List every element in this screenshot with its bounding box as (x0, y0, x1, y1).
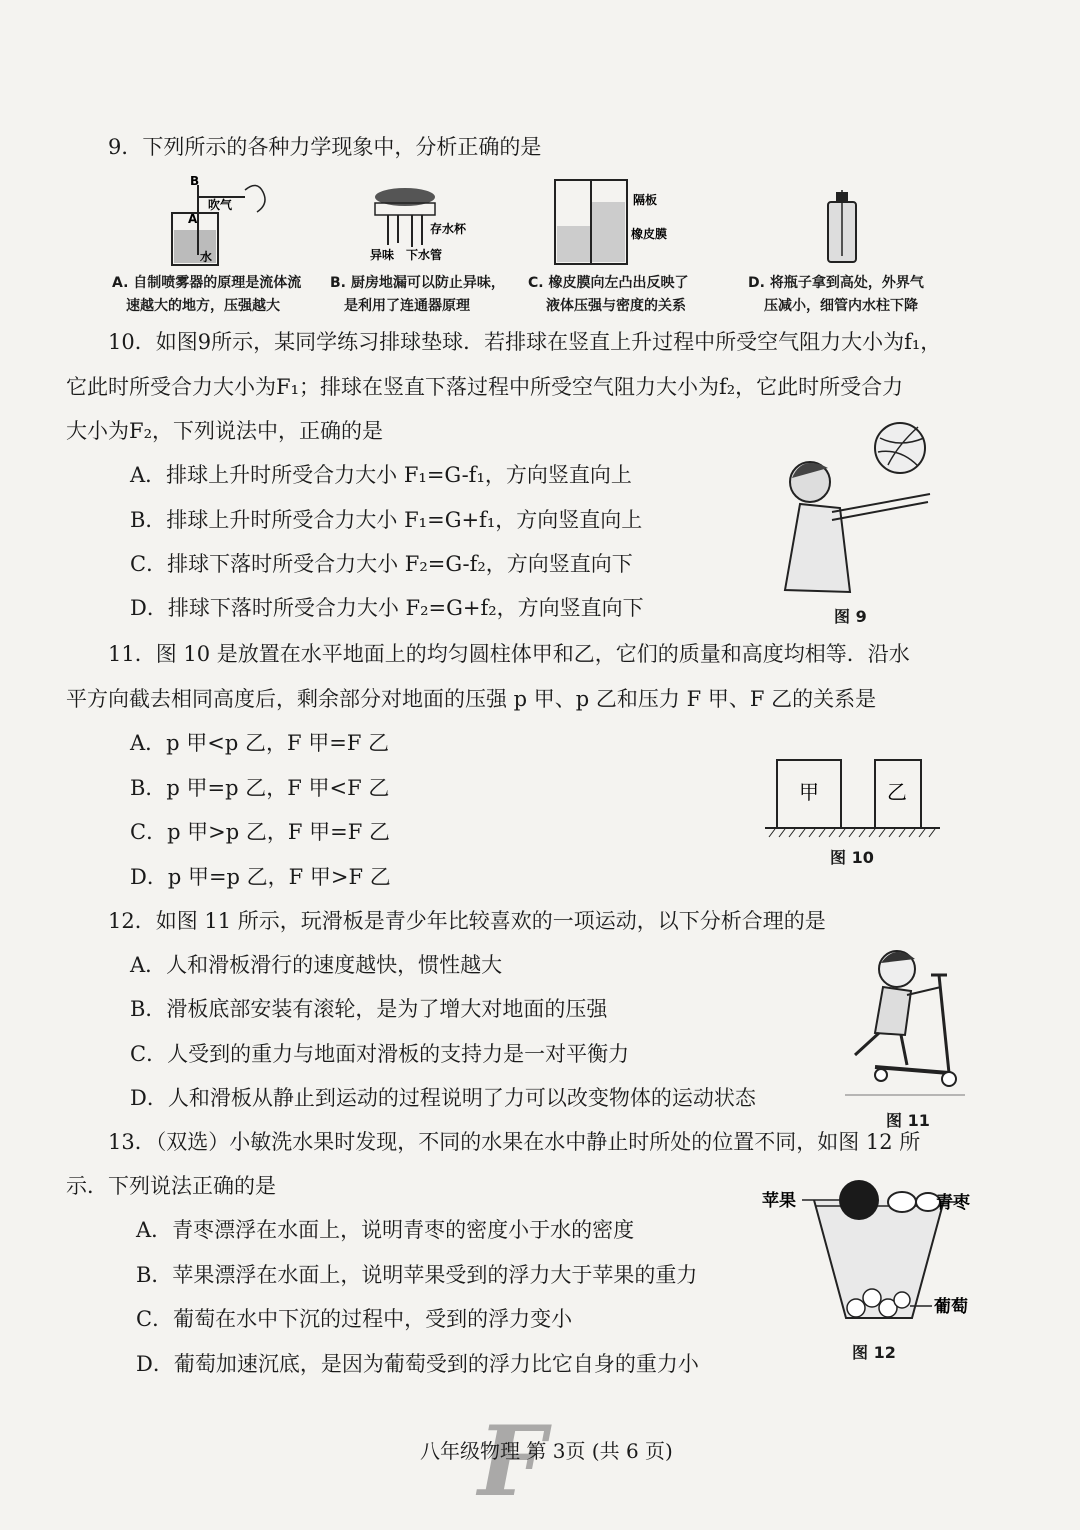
q13-option-c: C．葡萄在水中下沉的过程中，受到的浮力变小 (136, 1307, 573, 1331)
q12-option-d: D．人和滑板从静止到运动的过程说明了力可以改变物体的运动状态 (130, 1086, 756, 1110)
q9-fig-b-label-smell: 异味 (370, 248, 395, 262)
fig11-caption: 图 11 (886, 1111, 930, 1130)
q9-caption-b-line1: B. 厨房地漏可以防止异味， (330, 275, 505, 291)
q10-option-c: C．排球下落时所受合力大小 F₂=G-f₂，方向竖直向下 (130, 552, 633, 576)
q9-caption-c-line2: 液体压强与密度的关系 (546, 298, 686, 314)
q9-fig-c-label-membrane: 橡皮膜 (631, 227, 668, 241)
q12-stem: 12．如图 11 所示，玩滑板是青少年比较喜欢的一项运动，以下分析合理的是 (108, 909, 826, 933)
q9-fig-a-label-water: 水 (200, 250, 213, 264)
q9-caption-b-line2: 是利用了连通器原理 (344, 298, 470, 314)
fig10-caption: 图 10 (830, 848, 874, 867)
q9-fig-b-label-pipe: 下水管 (406, 248, 443, 262)
fig10-cylinders (765, 755, 945, 840)
q9-caption-a-line1: A. 自制喷雾器的原理是流体流 (112, 275, 302, 291)
q9-stem: 9．下列所示的各种力学现象中，分析正确的是 (108, 135, 542, 159)
q11-stem-line2: 平方向截去相同高度后，剩余部分对地面的压强 p 甲、p 乙和压力 F 甲、F 乙的关系是 (66, 687, 877, 711)
q13-option-a: A．青枣漂浮在水面上，说明青枣的密度小于水的密度 (136, 1218, 635, 1242)
q9-caption-d-line2: 压减小，细管内水柱下降 (764, 298, 918, 314)
q10-stem-line3: 大小为F₂，下列说法中，正确的是 (66, 419, 383, 443)
q9-fig-a-label-a: A (188, 212, 198, 226)
q10-stem-line1: 10．如图9所示，某同学练习排球垫球．若排球在竖直上升过程中所受空气阻力大小为f₁， (108, 330, 942, 354)
q9-fig-a-label-b: B (190, 174, 200, 188)
fig11-scooter-boy (845, 945, 970, 1105)
q11-option-a: A．p 甲<p 乙，F 甲=F 乙 (130, 731, 390, 755)
q9-figure-b-floor-drain (370, 185, 480, 265)
q9-caption-d-line1: D. 将瓶子拿到高处，外界气 (748, 275, 924, 291)
q12-option-a: A．人和滑板滑行的速度越快，惯性越大 (130, 953, 503, 977)
fig12-label-apple: 苹果 (762, 1191, 796, 1211)
q9-caption-c-line1: C. 橡皮膜向左凸出反映了 (528, 275, 689, 291)
fig9-caption: 图 9 (834, 607, 867, 626)
q10-option-b: B．排球上升时所受合力大小 F₁=G+f₁，方向竖直向上 (130, 508, 643, 532)
q11-stem-line1: 11．图 10 是放置在水平地面上的均匀圆柱体甲和乙，它们的质量和高度均相等．沿水 (108, 642, 910, 666)
q9-fig-a-label-blow: 吹气 (208, 198, 233, 212)
q9-fig-c-label-partition: 隔板 (633, 193, 658, 207)
fig12-label-grape: 葡萄 (934, 1297, 968, 1317)
q13-option-d: D．葡萄加速沉底，是因为葡萄受到的浮力比它自身的重力小 (136, 1352, 699, 1376)
fig12-label-jujube: 青枣 (936, 1193, 970, 1213)
q9-figure-d-bottle (822, 190, 862, 265)
q13-stem-line1: 13．（双选）小敏洗水果时发现，不同的水果在水中静止时所处的位置不同，如图 12 所 (108, 1130, 921, 1154)
page-footer: 八年级物理 第 3页 (共 6 页) (420, 1439, 673, 1463)
q9-fig-b-label-cup: 存水杯 (430, 222, 467, 236)
q9-caption-a-line2: 速越大的地方，压强越大 (126, 298, 280, 314)
q13-stem-line2: 示．下列说法正确的是 (66, 1174, 276, 1198)
q12-option-b: B．滑板底部安装有滚轮，是为了增大对地面的压强 (130, 997, 608, 1021)
q10-option-a: A．排球上升时所受合力大小 F₁=G-f₁，方向竖直向上 (130, 463, 632, 487)
fig12-fruits-in-water (762, 1178, 977, 1328)
q9-figure-a-sprayer (160, 175, 270, 270)
q9-figure-c-container (553, 178, 683, 268)
q10-stem-line2: 它此时所受合力大小为F₁；排球在竖直下落过程中所受空气阻力大小为f₂，它此时所受合力 (66, 375, 904, 399)
fig12-caption: 图 12 (852, 1343, 896, 1362)
q13-option-b: B．苹果漂浮在水面上，说明苹果受到的浮力大于苹果的重力 (136, 1263, 698, 1287)
q11-option-b: B．p 甲=p 乙，F 甲<F 乙 (130, 776, 390, 800)
fig10-label-yi: 乙 (887, 780, 907, 804)
q12-option-c: C．人受到的重力与地面对滑板的支持力是一对平衡力 (130, 1042, 630, 1066)
fig9-volleyball-player (770, 420, 940, 598)
q11-option-d: D．p 甲=p 乙，F 甲>F 乙 (130, 865, 391, 889)
q10-option-d: D．排球下落时所受合力大小 F₂=G+f₂，方向竖直向下 (130, 596, 644, 620)
q11-option-c: C．p 甲>p 乙，F 甲=F 乙 (130, 820, 390, 844)
fig10-label-jia: 甲 (799, 780, 819, 804)
watermark-letter: F (478, 1405, 547, 1518)
